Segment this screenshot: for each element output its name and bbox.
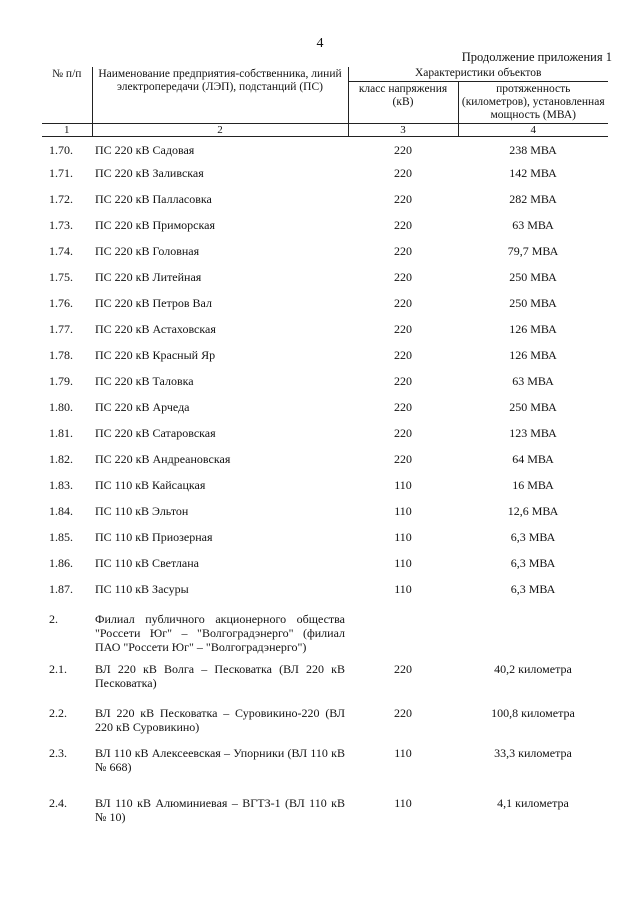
object-name: ПС 220 кВ Приморская bbox=[95, 218, 216, 233]
capacity-value: 142 МВА bbox=[509, 166, 557, 181]
capacity-value: 250 МВА bbox=[509, 400, 557, 415]
organization-name: Филиал публичного акционерного общества "Россети Юг" – "Волгоградэнерго" (филиал ПАО "Россети Юг" – "Волгоградэнерго") bbox=[95, 612, 345, 655]
capacity-value: 63 МВА bbox=[512, 218, 554, 233]
row-number: 1.71. bbox=[49, 166, 73, 181]
page-number: 4 bbox=[316, 36, 324, 51]
empty-cell bbox=[458, 602, 608, 660]
header-voltage-class: класс напряжения (кВ) bbox=[348, 82, 458, 124]
table-row bbox=[42, 472, 608, 498]
object-name: ПС 220 кВ Арчеда bbox=[95, 400, 190, 415]
capacity-value: 63 МВА bbox=[512, 374, 554, 389]
appendix-continuation-label: Продолжение приложения 1 bbox=[461, 50, 612, 64]
row-number: 1.84. bbox=[49, 504, 73, 519]
capacity-value: 250 МВА bbox=[509, 270, 557, 285]
voltage-class: 110 bbox=[394, 556, 412, 571]
row-number: 2.1. bbox=[49, 662, 67, 677]
table-row bbox=[42, 238, 608, 264]
table-body bbox=[42, 136, 608, 834]
voltage-class: 220 bbox=[394, 244, 412, 259]
table-row bbox=[42, 342, 608, 368]
capacity-value: 12,6 МВА bbox=[507, 504, 559, 519]
objects-table bbox=[42, 67, 608, 834]
row-number: 2. bbox=[49, 612, 58, 627]
row-number: 1.82. bbox=[49, 452, 73, 467]
object-name: ПС 110 кВ Кайсацкая bbox=[95, 478, 206, 493]
voltage-class: 220 bbox=[394, 322, 412, 337]
voltage-class: 110 bbox=[394, 478, 412, 493]
row-number: 2.2. bbox=[49, 706, 67, 721]
table-row bbox=[42, 290, 608, 316]
voltage-class: 220 bbox=[394, 192, 412, 207]
capacity-value: 6,3 МВА bbox=[510, 582, 556, 597]
voltage-class: 220 bbox=[394, 218, 412, 233]
row-number: 1.76. bbox=[49, 296, 73, 311]
capacity-value: 238 МВА bbox=[509, 142, 557, 157]
object-name: ПС 220 кВ Таловка bbox=[95, 374, 194, 389]
table-row bbox=[42, 264, 608, 290]
column-number-row bbox=[42, 123, 608, 136]
object-name: ПС 220 кВ Садовая bbox=[95, 142, 195, 157]
object-name: ПС 220 кВ Заливская bbox=[95, 166, 204, 181]
table-row bbox=[42, 550, 608, 576]
header-number: № п/п bbox=[42, 67, 92, 123]
table-row bbox=[42, 576, 608, 602]
capacity-value: 123 МВА bbox=[509, 426, 557, 441]
object-name: ПС 220 кВ Палласовка bbox=[95, 192, 212, 207]
object-name: ПС 110 кВ Светлана bbox=[95, 556, 199, 571]
row-number: 1.86. bbox=[49, 556, 73, 571]
row-number: 1.81. bbox=[49, 426, 73, 441]
capacity-value: 79,7 МВА bbox=[507, 244, 559, 259]
capacity-value: 40,2 километра bbox=[494, 662, 572, 677]
row-number: 1.72. bbox=[49, 192, 73, 207]
row-number: 1.79. bbox=[49, 374, 73, 389]
table-row bbox=[42, 524, 608, 550]
object-name: ПС 220 кВ Сатаровская bbox=[95, 426, 216, 441]
table-row bbox=[42, 186, 608, 212]
object-name: ВЛ 110 кВ Алексеевская – Упорники (ВЛ 110 кВ № 668) bbox=[95, 746, 345, 775]
table-row bbox=[42, 660, 608, 704]
header-name: Наименование предприятия-собственника, линий электропередачи (ЛЭП), подстанций (ПС) bbox=[92, 67, 348, 123]
capacity-value: 16 МВА bbox=[512, 478, 554, 493]
column-number: 4 bbox=[458, 123, 608, 136]
row-number: 1.75. bbox=[49, 270, 73, 285]
table-row bbox=[42, 794, 608, 834]
voltage-class: 220 bbox=[394, 662, 412, 677]
voltage-class: 110 bbox=[394, 746, 412, 761]
capacity-value: 4,1 километра bbox=[497, 796, 569, 811]
row-number: 1.83. bbox=[49, 478, 73, 493]
object-name: ПС 110 кВ Эльтон bbox=[95, 504, 189, 519]
voltage-class: 220 bbox=[394, 452, 412, 467]
object-name: ПС 220 кВ Головная bbox=[95, 244, 200, 259]
object-name: ПС 220 кВ Литейная bbox=[95, 270, 202, 285]
capacity-value: 33,3 километра bbox=[494, 746, 572, 761]
column-number: 2 bbox=[92, 123, 348, 136]
row-number: 1.74. bbox=[49, 244, 73, 259]
voltage-class: 110 bbox=[394, 582, 412, 597]
object-name: ПС 110 кВ Засуры bbox=[95, 582, 189, 597]
capacity-value: 100,8 километра bbox=[491, 706, 575, 721]
capacity-value: 126 МВА bbox=[509, 322, 557, 337]
voltage-class: 220 bbox=[394, 348, 412, 363]
row-number: 1.78. bbox=[49, 348, 73, 363]
row-number: 1.85. bbox=[49, 530, 73, 545]
row-number: 1.70. bbox=[49, 142, 73, 157]
table-row bbox=[42, 368, 608, 394]
row-number: 1.73. bbox=[49, 218, 73, 233]
object-name: ПС 220 кВ Красный Яр bbox=[95, 348, 216, 363]
table-row bbox=[42, 394, 608, 420]
table-row bbox=[42, 704, 608, 744]
row-number: 1.87. bbox=[49, 582, 73, 597]
table-row bbox=[42, 420, 608, 446]
capacity-value: 126 МВА bbox=[509, 348, 557, 363]
table-row bbox=[42, 744, 608, 794]
table-row bbox=[42, 136, 608, 160]
capacity-value: 64 МВА bbox=[512, 452, 554, 467]
object-name: ВЛ 110 кВ Алюминиевая – ВГТЗ-1 (ВЛ 110 кВ № 10) bbox=[95, 796, 345, 825]
table-row bbox=[42, 316, 608, 342]
capacity-value: 6,3 МВА bbox=[510, 530, 556, 545]
capacity-value: 250 МВА bbox=[509, 296, 557, 311]
row-number: 1.77. bbox=[49, 322, 73, 337]
capacity-value: 6,3 МВА bbox=[510, 556, 556, 571]
voltage-class: 220 bbox=[394, 142, 412, 157]
object-name: ВЛ 220 кВ Песковатка – Суровикино-220 (ВЛ 220 кВ Суровикино) bbox=[95, 706, 345, 735]
object-name: ПС 220 кВ Астаховская bbox=[95, 322, 216, 337]
header-extent: протяженность (километров), установленная мощность (МВА) bbox=[461, 83, 605, 121]
object-name: ПС 110 кВ Приозерная bbox=[95, 530, 213, 545]
voltage-class: 220 bbox=[394, 270, 412, 285]
table-row bbox=[42, 446, 608, 472]
voltage-class: 110 bbox=[394, 796, 412, 811]
row-number: 1.80. bbox=[49, 400, 73, 415]
table-row bbox=[42, 212, 608, 238]
voltage-class: 220 bbox=[394, 426, 412, 441]
empty-cell bbox=[348, 602, 458, 660]
object-name: ПС 220 кВ Андреановская bbox=[95, 452, 231, 467]
voltage-class: 220 bbox=[394, 400, 412, 415]
object-name: ПС 220 кВ Петров Вал bbox=[95, 296, 212, 311]
voltage-class: 220 bbox=[394, 706, 412, 721]
capacity-value: 282 МВА bbox=[509, 192, 557, 207]
header-characteristics: Характеристики объектов bbox=[348, 67, 608, 82]
table-row bbox=[42, 498, 608, 524]
row-number: 2.3. bbox=[49, 746, 67, 761]
column-number: 3 bbox=[348, 123, 458, 136]
column-number: 1 bbox=[42, 123, 92, 136]
voltage-class: 110 bbox=[394, 504, 412, 519]
object-name: ВЛ 220 кВ Волга – Песковатка (ВЛ 220 кВ Песковатка) bbox=[95, 662, 345, 691]
voltage-class: 220 bbox=[394, 166, 412, 181]
voltage-class: 220 bbox=[394, 374, 412, 389]
voltage-class: 110 bbox=[394, 530, 412, 545]
organization-row bbox=[42, 602, 608, 660]
row-number: 2.4. bbox=[49, 796, 67, 811]
table-row bbox=[42, 160, 608, 186]
voltage-class: 220 bbox=[394, 296, 412, 311]
